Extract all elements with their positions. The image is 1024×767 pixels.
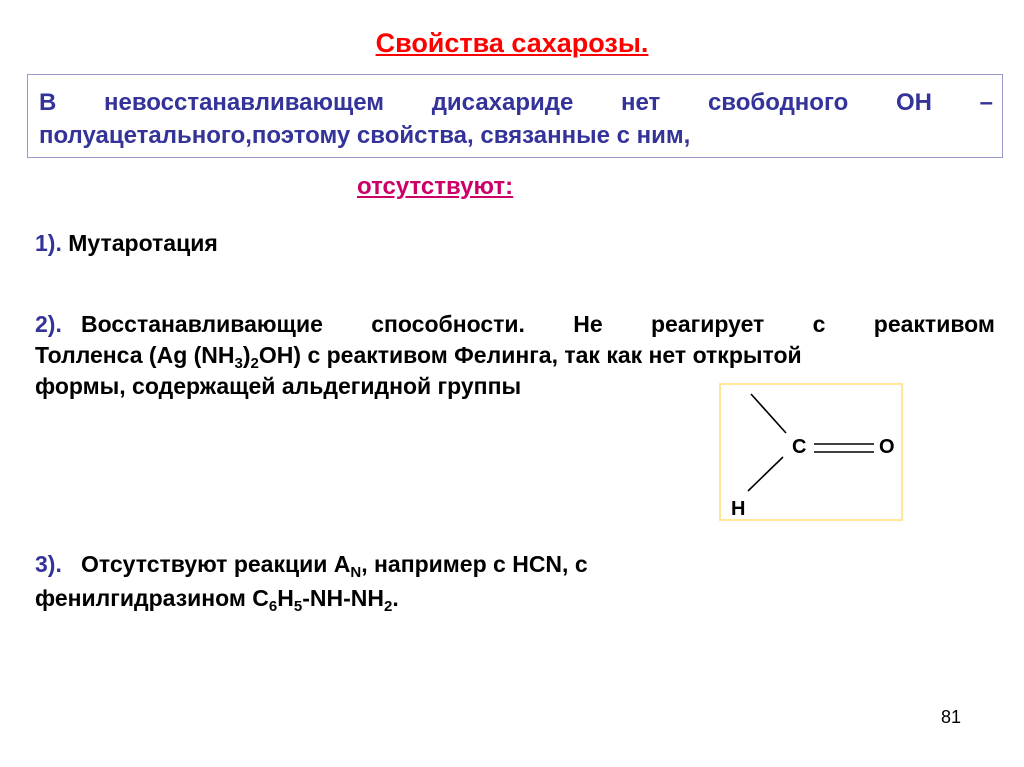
list-item-1 <box>35 230 218 257</box>
item-row <box>35 340 995 371</box>
item-text: H <box>277 585 294 611</box>
intro-line-2: полуацетального,поэтому свойства, связанные с ним, <box>39 122 691 149</box>
bond-line <box>751 394 786 433</box>
page-number: 81 <box>941 707 962 727</box>
intro-word: дисахариде <box>431 89 574 116</box>
subscript: 2 <box>250 355 259 372</box>
intro-word: свободного <box>707 89 849 116</box>
item-word: реактивом <box>873 311 995 337</box>
item-row <box>35 581 588 615</box>
item-number: 1). <box>35 230 62 256</box>
slide-title: Свойства сахарозы. <box>375 28 649 58</box>
item-row: формы, содержащей альдегидной группы <box>35 373 522 399</box>
aldehyde-bonds-drawing <box>721 385 905 523</box>
item-word: реагирует <box>650 311 765 337</box>
item-word: Восстанавливающие <box>81 311 323 337</box>
item-number: 2). <box>35 311 62 337</box>
atom-c: C <box>792 436 807 458</box>
subscript: 6 <box>268 598 278 615</box>
subscript: 2 <box>384 598 393 615</box>
intro-line-1 <box>39 89 993 117</box>
item-word: способности. <box>371 311 525 337</box>
item-text: Отсутствуют реакции A <box>81 551 351 577</box>
item-number: 3). <box>35 551 62 577</box>
item-text: Толленса (Ag (NH <box>35 342 235 368</box>
item-word: Не <box>573 311 603 337</box>
atom-h: H <box>731 498 746 520</box>
item-text: , например с HCN, с <box>361 551 588 577</box>
subscript: 5 <box>293 598 303 615</box>
item-text: -NH-NH <box>302 585 384 611</box>
item-text: OH) с реактивом Фелинга, так как нет открытой <box>258 342 802 368</box>
intro-word: нет <box>621 89 661 116</box>
subscript: N <box>350 564 362 581</box>
item-text: Мутаротация <box>68 230 218 256</box>
item-text: ) <box>242 342 251 368</box>
item-text: . <box>392 585 399 611</box>
item-row <box>35 309 995 340</box>
absent-label: отсутствуют: <box>357 173 514 200</box>
atom-o: O <box>879 436 895 458</box>
subscript: 3 <box>234 355 243 372</box>
intro-word: – <box>979 89 993 116</box>
item-text: фенилгидразином C <box>35 585 269 611</box>
intro-box <box>27 74 1003 158</box>
item-word: с <box>812 311 826 337</box>
aldehyde-formula-box <box>719 383 903 521</box>
list-item-3 <box>35 547 588 615</box>
item-row <box>35 547 588 581</box>
intro-word: В <box>39 89 57 116</box>
intro-word: ОН <box>895 89 932 116</box>
intro-word: невосстанавливающем <box>104 89 385 116</box>
bond-line <box>748 457 783 491</box>
